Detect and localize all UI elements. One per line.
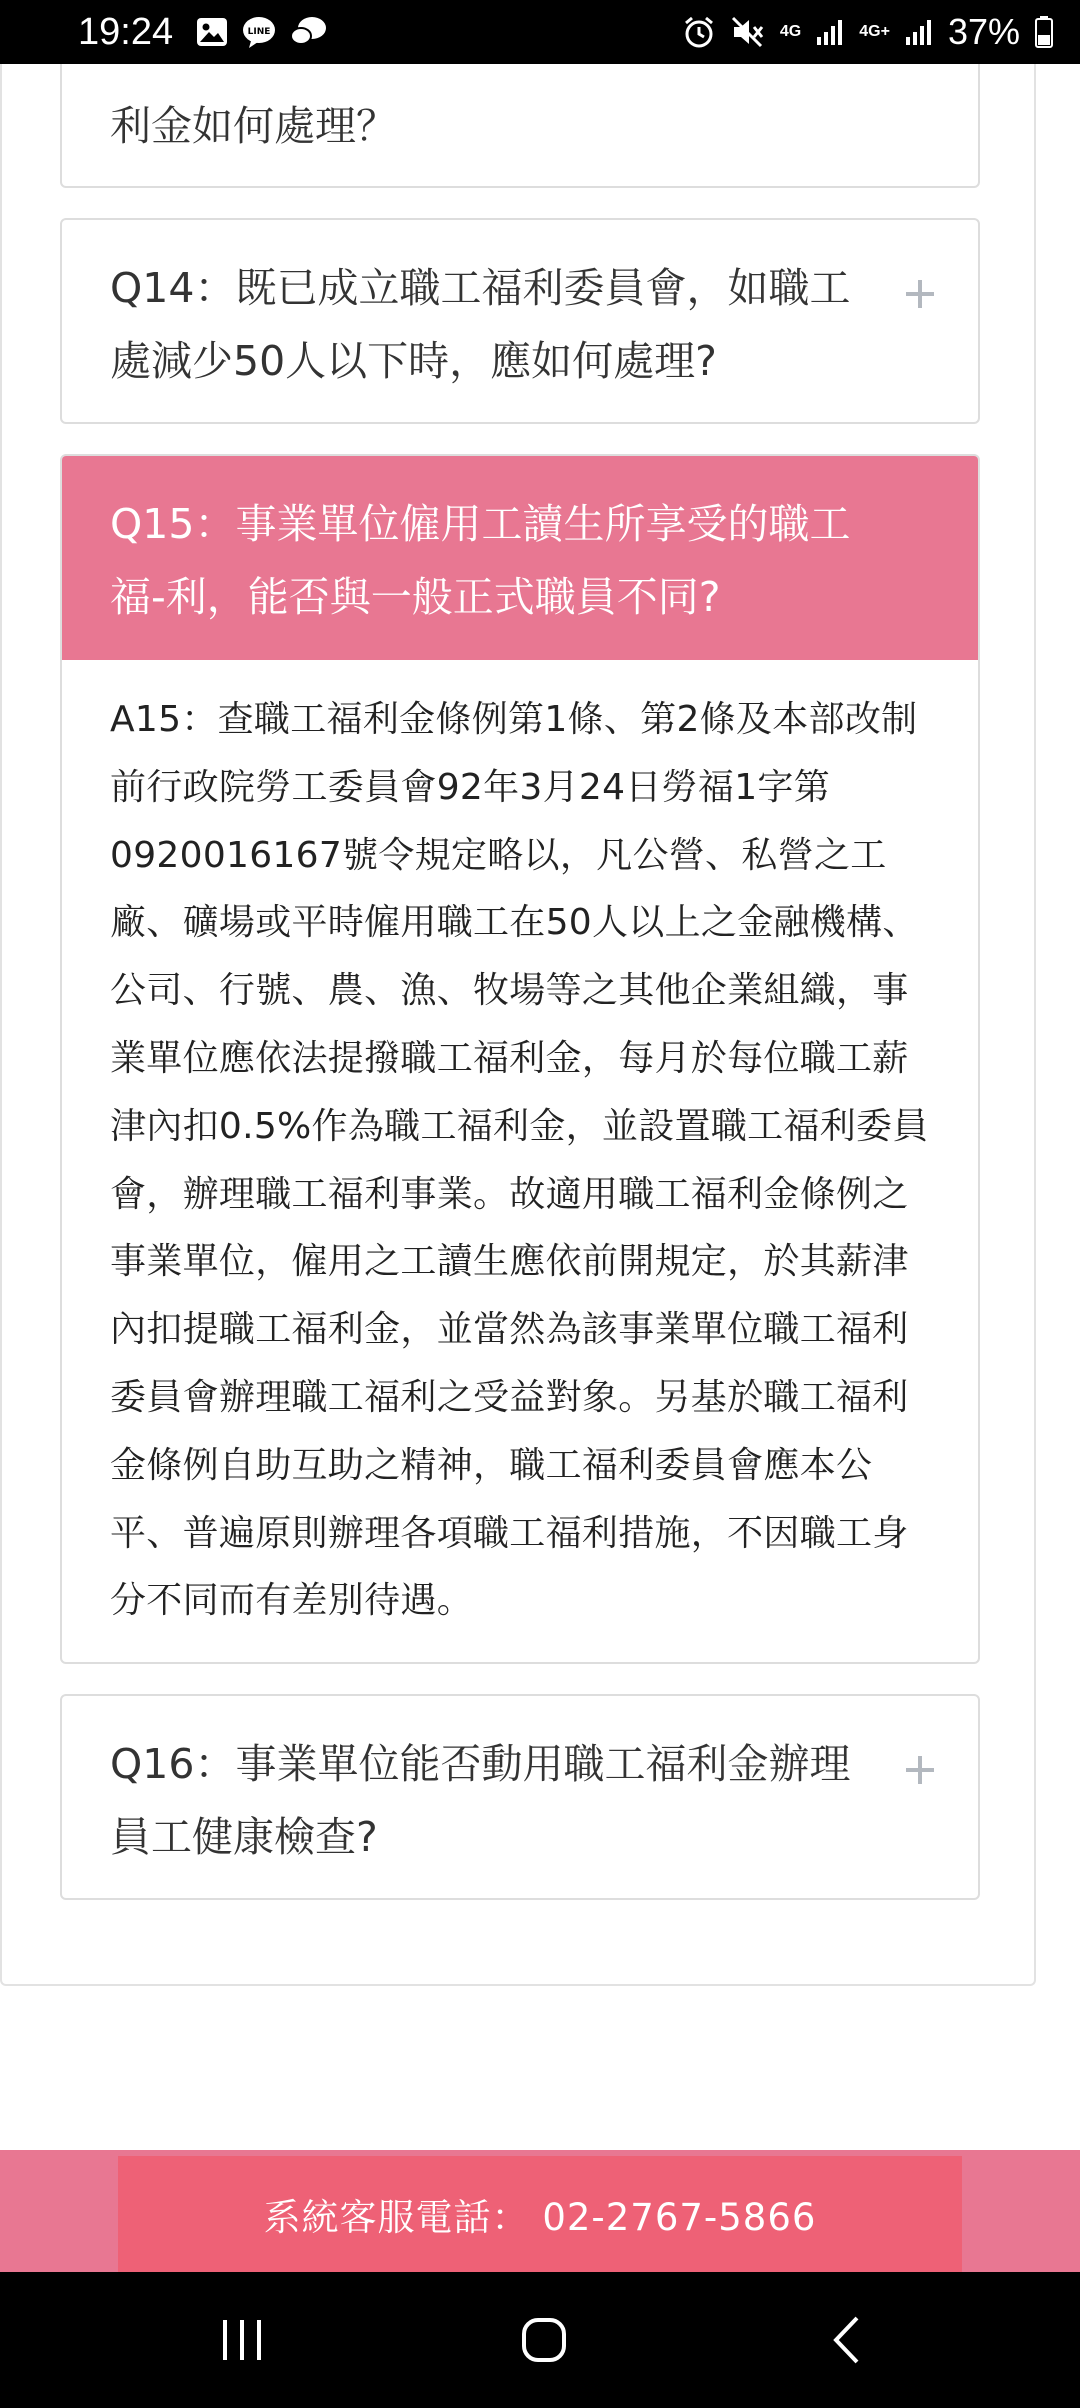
home-icon <box>520 2316 568 2364</box>
svg-text:LINE: LINE <box>247 27 271 37</box>
footer <box>0 2150 1080 2272</box>
faq-answer-q15: A15：查職工福利金條例第1條、第2條及本部改制前行政院勞工委員會92年3月24日勞福1字第0920016167號令規定略以，凡公營、私營之工廠、礦場或平時僱用職工在50人以上之金融機構、公司、行號、農、漁、牧場等之其他企業組織，事業單位應依法提撥職工福利金，每月於每位職工薪津內扣0.5%作為職工福利金，並設置職工福利委員會，辦理職工福利事業。故適用職工福利金條例之事業單位，僱用之工讀生應依前開規定，於其薪津內扣提職工福利金，並當然為該事業單位職工福利委員會辦理職工福利之受益對象。另基於職工福利金條例自助互助之精神，職工福利委員會應本公平、普遍原則辦理各項職工福利措施，不因職工身分不同而有差別待遇。 <box>110 699 929 1622</box>
faq-question-text: Q14：既已成立職工福利委員會，如職工處減少50人以下時，應如何處理? <box>110 264 851 385</box>
recent-apps-icon <box>219 2318 265 2362</box>
network-type: 4G <box>779 23 802 40</box>
navigation-bar <box>0 2272 1080 2408</box>
alarm-icon <box>682 15 716 49</box>
status-bar <box>0 0 1080 64</box>
faq-item-q16[interactable] <box>60 1694 980 1900</box>
faq-question-text: Q16：事業單位能否動用職工福利金辦理員工健康檢查? <box>110 1740 851 1861</box>
plus-icon[interactable] <box>906 280 934 308</box>
signal-icon <box>904 17 934 47</box>
faq-item-q15[interactable] <box>60 454 980 1664</box>
faq-question-q14[interactable] <box>62 220 978 398</box>
faq-question-q15[interactable] <box>62 456 978 660</box>
status-time: 19:24 <box>78 10 174 53</box>
faq-item-q14[interactable] <box>60 218 980 424</box>
plus-icon[interactable] <box>906 1756 934 1784</box>
chat-bubble-icon <box>289 15 329 49</box>
image-icon <box>195 16 229 48</box>
faq-question-q16[interactable] <box>62 1696 978 1874</box>
recent-apps-button[interactable] <box>152 2272 332 2408</box>
back-icon <box>831 2315 861 2365</box>
back-button[interactable] <box>756 2272 936 2408</box>
mute-icon <box>730 15 766 49</box>
faq-question-text: Q15：事業單位僱用工讀生所享受的職工福-利，能否與一般正式職員不同? <box>110 500 851 621</box>
hotline-text: 系統客服電話： 02-2767-5866 <box>263 2196 817 2239</box>
signal-icon <box>815 17 845 47</box>
line-app-icon <box>241 15 277 49</box>
hotline-banner <box>118 2156 962 2272</box>
notification-icons <box>195 15 329 49</box>
home-button[interactable] <box>454 2272 634 2408</box>
faq-question-text: 利金如何處理？ <box>110 102 397 150</box>
system-status-icons <box>682 11 1054 53</box>
battery-percent: 37% <box>947 11 1020 52</box>
network-type: 4G+ <box>859 23 890 40</box>
battery-icon <box>1034 15 1054 49</box>
